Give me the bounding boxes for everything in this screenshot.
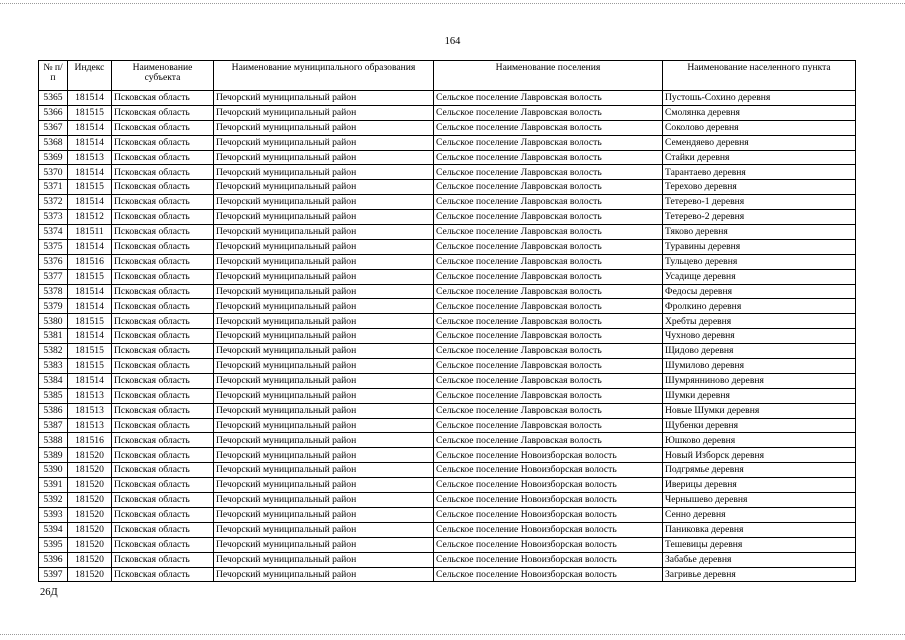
table-row [39, 418, 856, 433]
cell-settlement: Сельское поселение Лавровская волость [434, 165, 663, 180]
cell-num: 5391 [39, 478, 68, 493]
cell-index: 181515 [68, 105, 112, 120]
cell-municipality: Печорский муниципальный район [214, 269, 434, 284]
table-row [39, 195, 856, 210]
cell-locality: Фролкино деревня [663, 299, 856, 314]
cell-num: 5378 [39, 284, 68, 299]
table-row [39, 344, 856, 359]
table-header-row [39, 61, 856, 91]
table-row [39, 403, 856, 418]
cell-settlement: Сельское поселение Лавровская волость [434, 388, 663, 403]
cell-num: 5369 [39, 150, 68, 165]
cell-locality: Хребты деревня [663, 314, 856, 329]
header-index: Индекс [68, 61, 112, 91]
cell-settlement: Сельское поселение Лавровская волость [434, 254, 663, 269]
cell-subject: Псковская область [112, 463, 214, 478]
cell-locality: Тяково деревня [663, 225, 856, 240]
cell-num: 5385 [39, 388, 68, 403]
cell-locality: Паниковка деревня [663, 522, 856, 537]
cell-subject: Псковская область [112, 239, 214, 254]
cell-index: 181514 [68, 120, 112, 135]
cell-index: 181520 [68, 448, 112, 463]
table-row [39, 329, 856, 344]
cell-subject: Псковская область [112, 507, 214, 522]
scan-edge-top [0, 3, 905, 4]
cell-num: 5372 [39, 195, 68, 210]
cell-municipality: Печорский муниципальный район [214, 359, 434, 374]
table-row [39, 314, 856, 329]
cell-num: 5393 [39, 507, 68, 522]
cell-subject: Псковская область [112, 359, 214, 374]
cell-municipality: Печорский муниципальный район [214, 299, 434, 314]
cell-locality: Подгрямье деревня [663, 463, 856, 478]
cell-num: 5376 [39, 254, 68, 269]
table-row [39, 165, 856, 180]
table-row [39, 225, 856, 240]
cell-index: 181520 [68, 478, 112, 493]
cell-locality: Щубенки деревня [663, 418, 856, 433]
cell-municipality: Печорский муниципальный район [214, 314, 434, 329]
table-row [39, 91, 856, 106]
cell-locality: Шумки деревня [663, 388, 856, 403]
cell-settlement: Сельское поселение Новоизборская волость [434, 448, 663, 463]
cell-subject: Псковская область [112, 344, 214, 359]
cell-subject: Псковская область [112, 225, 214, 240]
cell-index: 181514 [68, 284, 112, 299]
cell-settlement: Сельское поселение Новоизборская волость [434, 493, 663, 508]
table-row [39, 269, 856, 284]
cell-index: 181514 [68, 195, 112, 210]
cell-locality: Соколово деревня [663, 120, 856, 135]
table-row [39, 105, 856, 120]
cell-municipality: Печорский муниципальный район [214, 478, 434, 493]
cell-municipality: Печорский муниципальный район [214, 507, 434, 522]
cell-index: 181512 [68, 210, 112, 225]
table-row [39, 478, 856, 493]
table-row [39, 448, 856, 463]
table-row [39, 537, 856, 552]
cell-subject: Псковская область [112, 493, 214, 508]
cell-num: 5388 [39, 433, 68, 448]
cell-index: 181513 [68, 418, 112, 433]
cell-num: 5394 [39, 522, 68, 537]
cell-num: 5380 [39, 314, 68, 329]
cell-locality: Пустошь-Сохино деревня [663, 91, 856, 106]
table-row [39, 180, 856, 195]
cell-locality: Юшково деревня [663, 433, 856, 448]
cell-index: 181511 [68, 225, 112, 240]
cell-municipality: Печорский муниципальный район [214, 225, 434, 240]
header-municipality: Наименование муниципального образования [214, 61, 434, 91]
cell-settlement: Сельское поселение Лавровская волость [434, 225, 663, 240]
cell-settlement: Сельское поселение Лавровская волость [434, 195, 663, 210]
cell-locality: Туравины деревня [663, 239, 856, 254]
cell-settlement: Сельское поселение Новоизборская волость [434, 552, 663, 567]
cell-locality: Иверицы деревня [663, 478, 856, 493]
cell-municipality: Печорский муниципальный район [214, 388, 434, 403]
table-row [39, 135, 856, 150]
cell-municipality: Печорский муниципальный район [214, 522, 434, 537]
cell-locality: Терехово деревня [663, 180, 856, 195]
cell-subject: Псковская область [112, 314, 214, 329]
cell-locality: Щидово деревня [663, 344, 856, 359]
header-settlement: Наименование поселения [434, 61, 663, 91]
cell-num: 5366 [39, 105, 68, 120]
cell-locality: Чухново деревня [663, 329, 856, 344]
cell-municipality: Печорский муниципальный район [214, 418, 434, 433]
cell-index: 181514 [68, 373, 112, 388]
cell-settlement: Сельское поселение Лавровская волость [434, 180, 663, 195]
cell-locality: Чернышево деревня [663, 493, 856, 508]
cell-subject: Псковская область [112, 478, 214, 493]
cell-municipality: Печорский муниципальный район [214, 537, 434, 552]
cell-subject: Псковская область [112, 120, 214, 135]
table-body [39, 91, 856, 582]
cell-municipality: Печорский муниципальный район [214, 239, 434, 254]
cell-locality: Новые Шумки деревня [663, 403, 856, 418]
cell-municipality: Печорский муниципальный район [214, 329, 434, 344]
cell-num: 5377 [39, 269, 68, 284]
cell-settlement: Сельское поселение Лавровская волость [434, 329, 663, 344]
cell-subject: Псковская область [112, 165, 214, 180]
cell-locality: Тешевицы деревня [663, 537, 856, 552]
cell-index: 181515 [68, 269, 112, 284]
cell-subject: Псковская область [112, 433, 214, 448]
table-row [39, 284, 856, 299]
cell-num: 5395 [39, 537, 68, 552]
cell-subject: Псковская область [112, 91, 214, 106]
cell-locality: Тетерево-1 деревня [663, 195, 856, 210]
cell-num: 5389 [39, 448, 68, 463]
cell-index: 181515 [68, 359, 112, 374]
cell-subject: Псковская область [112, 269, 214, 284]
table-row [39, 567, 856, 582]
cell-index: 181513 [68, 403, 112, 418]
cell-municipality: Печорский муниципальный район [214, 135, 434, 150]
cell-index: 181514 [68, 135, 112, 150]
cell-municipality: Печорский муниципальный район [214, 150, 434, 165]
cell-subject: Псковская область [112, 373, 214, 388]
cell-num: 5375 [39, 239, 68, 254]
cell-num: 5392 [39, 493, 68, 508]
cell-municipality: Печорский муниципальный район [214, 165, 434, 180]
cell-subject: Псковская область [112, 403, 214, 418]
cell-subject: Псковская область [112, 180, 214, 195]
cell-subject: Псковская область [112, 284, 214, 299]
cell-settlement: Сельское поселение Лавровская волость [434, 344, 663, 359]
cell-settlement: Сельское поселение Новоизборская волость [434, 567, 663, 582]
cell-subject: Псковская область [112, 135, 214, 150]
cell-index: 181514 [68, 91, 112, 106]
cell-locality: Федосы деревня [663, 284, 856, 299]
cell-settlement: Сельское поселение Новоизборская волость [434, 478, 663, 493]
cell-num: 5383 [39, 359, 68, 374]
cell-settlement: Сельское поселение Лавровская волость [434, 373, 663, 388]
cell-num: 5379 [39, 299, 68, 314]
table-row [39, 210, 856, 225]
header-locality: Наименование населенного пункта [663, 61, 856, 91]
cell-municipality: Печорский муниципальный район [214, 493, 434, 508]
cell-num: 5368 [39, 135, 68, 150]
cell-num: 5396 [39, 552, 68, 567]
cell-settlement: Сельское поселение Новоизборская волость [434, 522, 663, 537]
table-row [39, 463, 856, 478]
cell-settlement: Сельское поселение Лавровская волость [434, 433, 663, 448]
header-subject: Наименование субъекта [112, 61, 214, 91]
cell-municipality: Печорский муниципальный район [214, 567, 434, 582]
cell-subject: Псковская область [112, 105, 214, 120]
cell-locality: Новый Изборск деревня [663, 448, 856, 463]
cell-index: 181520 [68, 537, 112, 552]
table-row [39, 493, 856, 508]
cell-settlement: Сельское поселение Лавровская волость [434, 105, 663, 120]
cell-municipality: Печорский муниципальный район [214, 448, 434, 463]
cell-index: 181514 [68, 165, 112, 180]
cell-locality: Стайки деревня [663, 150, 856, 165]
cell-subject: Псковская область [112, 150, 214, 165]
cell-settlement: Сельское поселение Лавровская волость [434, 269, 663, 284]
cell-settlement: Сельское поселение Новоизборская волость [434, 507, 663, 522]
cell-num: 5397 [39, 567, 68, 582]
cell-locality: Сенно деревня [663, 507, 856, 522]
table-row [39, 522, 856, 537]
cell-index: 181516 [68, 433, 112, 448]
cell-settlement: Сельское поселение Лавровская волость [434, 91, 663, 106]
cell-municipality: Печорский муниципальный район [214, 254, 434, 269]
cell-municipality: Печорский муниципальный район [214, 373, 434, 388]
cell-subject: Псковская область [112, 537, 214, 552]
cell-settlement: Сельское поселение Лавровская волость [434, 314, 663, 329]
cell-municipality: Печорский муниципальный район [214, 433, 434, 448]
cell-locality: Загривье деревня [663, 567, 856, 582]
cell-num: 5387 [39, 418, 68, 433]
cell-index: 181520 [68, 493, 112, 508]
cell-settlement: Сельское поселение Новоизборская волость [434, 463, 663, 478]
cell-num: 5374 [39, 225, 68, 240]
cell-municipality: Печорский муниципальный район [214, 91, 434, 106]
cell-settlement: Сельское поселение Лавровская волость [434, 120, 663, 135]
cell-index: 181520 [68, 567, 112, 582]
cell-locality: Шумрянниново деревня [663, 373, 856, 388]
cell-settlement: Сельское поселение Лавровская волость [434, 135, 663, 150]
cell-index: 181520 [68, 552, 112, 567]
cell-num: 5371 [39, 180, 68, 195]
localities-table [38, 60, 856, 582]
cell-index: 181513 [68, 388, 112, 403]
cell-settlement: Сельское поселение Лавровская волость [434, 210, 663, 225]
cell-locality: Смолянка деревня [663, 105, 856, 120]
cell-index: 181514 [68, 329, 112, 344]
cell-index: 181520 [68, 522, 112, 537]
cell-municipality: Печорский муниципальный район [214, 105, 434, 120]
cell-subject: Псковская область [112, 329, 214, 344]
cell-num: 5365 [39, 91, 68, 106]
cell-index: 181520 [68, 507, 112, 522]
cell-municipality: Печорский муниципальный район [214, 210, 434, 225]
cell-settlement: Сельское поселение Лавровская волость [434, 418, 663, 433]
cell-locality: Усадище деревня [663, 269, 856, 284]
cell-subject: Псковская область [112, 210, 214, 225]
cell-locality: Семендяево деревня [663, 135, 856, 150]
table-row [39, 388, 856, 403]
cell-index: 181514 [68, 239, 112, 254]
cell-municipality: Печорский муниципальный район [214, 344, 434, 359]
cell-num: 5386 [39, 403, 68, 418]
table-row [39, 254, 856, 269]
header-num: № п/п [39, 61, 68, 91]
page-number: 164 [444, 36, 461, 47]
cell-num: 5373 [39, 210, 68, 225]
cell-num: 5370 [39, 165, 68, 180]
cell-index: 181520 [68, 463, 112, 478]
cell-num: 5384 [39, 373, 68, 388]
cell-settlement: Сельское поселение Новоизборская волость [434, 537, 663, 552]
cell-index: 181514 [68, 299, 112, 314]
cell-num: 5382 [39, 344, 68, 359]
table-row [39, 150, 856, 165]
cell-index: 181516 [68, 254, 112, 269]
cell-locality: Забабье деревня [663, 552, 856, 567]
table-row [39, 120, 856, 135]
cell-settlement: Сельское поселение Лавровская волость [434, 239, 663, 254]
cell-settlement: Сельское поселение Лавровская волость [434, 359, 663, 374]
cell-municipality: Печорский муниципальный район [214, 120, 434, 135]
cell-subject: Псковская область [112, 522, 214, 537]
table-row [39, 552, 856, 567]
cell-locality: Тетерево-2 деревня [663, 210, 856, 225]
cell-subject: Псковская область [112, 567, 214, 582]
cell-index: 181515 [68, 344, 112, 359]
cell-num: 5367 [39, 120, 68, 135]
table-row [39, 373, 856, 388]
cell-index: 181513 [68, 150, 112, 165]
cell-subject: Псковская область [112, 299, 214, 314]
cell-subject: Псковская область [112, 254, 214, 269]
cell-settlement: Сельское поселение Лавровская волость [434, 284, 663, 299]
cell-index: 181515 [68, 180, 112, 195]
cell-settlement: Сельское поселение Лавровская волость [434, 403, 663, 418]
footer-code: 26Д [40, 587, 58, 598]
table-row [39, 507, 856, 522]
cell-settlement: Сельское поселение Лавровская волость [434, 150, 663, 165]
cell-subject: Псковская область [112, 388, 214, 403]
cell-locality: Тарантаево деревня [663, 165, 856, 180]
table-row [39, 433, 856, 448]
cell-subject: Псковская область [112, 552, 214, 567]
cell-index: 181515 [68, 314, 112, 329]
cell-subject: Псковская область [112, 448, 214, 463]
cell-locality: Шумилово деревня [663, 359, 856, 374]
cell-municipality: Печорский муниципальный район [214, 403, 434, 418]
cell-num: 5381 [39, 329, 68, 344]
cell-municipality: Печорский муниципальный район [214, 552, 434, 567]
table-row [39, 359, 856, 374]
cell-municipality: Печорский муниципальный район [214, 195, 434, 210]
table-row [39, 239, 856, 254]
cell-municipality: Печорский муниципальный район [214, 463, 434, 478]
table-row [39, 299, 856, 314]
cell-settlement: Сельское поселение Лавровская волость [434, 299, 663, 314]
cell-municipality: Печорский муниципальный район [214, 284, 434, 299]
cell-num: 5390 [39, 463, 68, 478]
cell-municipality: Печорский муниципальный район [214, 180, 434, 195]
cell-subject: Псковская область [112, 418, 214, 433]
scan-edge-bottom [0, 634, 905, 635]
cell-locality: Тульцево деревня [663, 254, 856, 269]
cell-subject: Псковская область [112, 195, 214, 210]
